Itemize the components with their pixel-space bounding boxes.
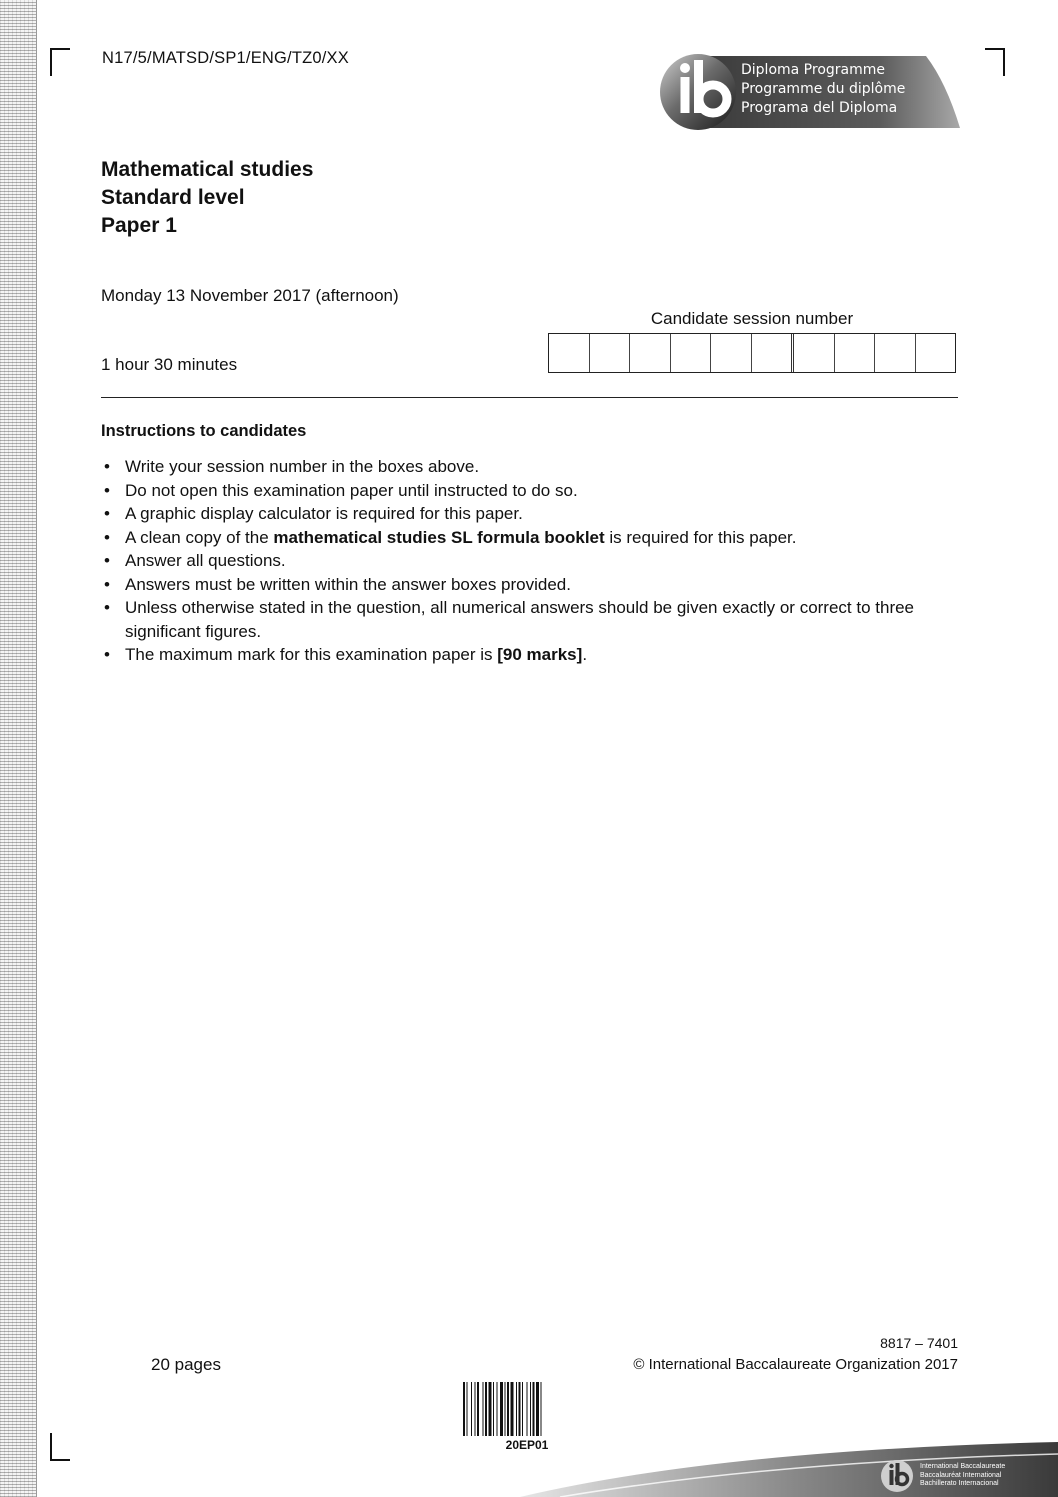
instruction-text: is required for this paper. [604, 527, 797, 547]
barcode-bar [527, 1382, 528, 1436]
instruction-item [101, 549, 951, 573]
barcode-bar [533, 1382, 535, 1436]
session-number-box[interactable] [590, 334, 631, 372]
logo-line-2: Programme du diplôme [741, 81, 906, 97]
crop-mark-top-left [50, 48, 70, 76]
instruction-item [101, 526, 951, 550]
barcode-bar [489, 1382, 492, 1436]
exam-date: Monday 13 November 2017 (afternoon) [101, 286, 399, 305]
section-divider [101, 397, 958, 398]
footer-logo-line-1: International Baccalaureate [920, 1463, 1006, 1471]
barcode-bar [477, 1382, 479, 1436]
session-number-box[interactable] [630, 334, 671, 372]
barcode-bar [475, 1382, 476, 1436]
candidate-session-label: Candidate session number [650, 309, 854, 328]
instructions-heading: Instructions to candidates [101, 422, 307, 440]
instruction-text: A clean copy of the [125, 527, 274, 547]
barcode-bar [493, 1382, 494, 1436]
barcode-bar [530, 1382, 531, 1436]
session-number-box[interactable] [549, 334, 590, 372]
barcode-bar [536, 1382, 539, 1436]
instruction-text: Answers must be written within the answer boxes provided. [125, 574, 571, 594]
barcode-bar [471, 1382, 472, 1436]
barcode [462, 1382, 592, 1436]
instruction-text: The maximum mark for this examination paper is [125, 645, 498, 664]
barcode-bar [516, 1382, 517, 1436]
instruction-text: . [582, 645, 588, 664]
barcode-bar [519, 1382, 521, 1436]
barcode-bar [505, 1382, 506, 1436]
session-number-box[interactable] [835, 334, 876, 372]
barcode-bar [541, 1382, 542, 1436]
footer-logo-line-3: Bachillerato Internacional [920, 1480, 999, 1488]
document-code: 8817 – 7401 [880, 1335, 958, 1351]
instruction-item [101, 596, 951, 643]
barcode-bar [485, 1382, 487, 1436]
barcode-bar [483, 1382, 484, 1436]
instruction-emphasis: mathematical studies SL formula booklet [273, 527, 605, 547]
session-number-box[interactable] [875, 334, 916, 372]
ib-logo-icon [656, 52, 960, 132]
instruction-item [101, 502, 951, 526]
footer-logo-text [920, 1463, 1005, 1489]
barcode-bar [522, 1382, 523, 1436]
session-number-box[interactable] [671, 334, 712, 372]
instruction-item [101, 573, 951, 597]
crop-mark-top-right [985, 48, 1005, 76]
ib-logo-icon [880, 1459, 914, 1493]
page-count: 20 pages [151, 1355, 221, 1374]
instruction-item [101, 455, 951, 479]
logo-line-1: Diploma Programme [741, 62, 885, 78]
subject-block [101, 156, 313, 240]
barcode-bar [467, 1382, 468, 1436]
session-number-box[interactable] [711, 334, 752, 372]
subject-level: Standard level [101, 186, 245, 209]
barcode-bar [500, 1382, 503, 1436]
reference-code: N17/5/MATSD/SP1/ENG/TZ0/XX [102, 49, 349, 67]
exam-duration: 1 hour 30 minutes [101, 355, 238, 374]
barcode-bar [497, 1382, 498, 1436]
candidate-session-boxes[interactable] [548, 333, 956, 373]
footer-ib-logo [880, 1456, 1050, 1496]
instruction-item [101, 643, 951, 667]
instruction-text: Unless otherwise stated in the question, all numerical answers should be given exactly or correct to three significant figures. [125, 598, 915, 641]
instruction-text: Write your session number in the boxes above. [125, 457, 480, 476]
logo-line-3: Programa del Diploma [741, 100, 898, 116]
barcode-bar [463, 1382, 465, 1436]
barcode-bar [511, 1382, 514, 1436]
footer-logo-line-2: Baccalauréat International [920, 1471, 1002, 1479]
instructions-list [101, 455, 951, 667]
barcode-bar [507, 1382, 509, 1436]
instruction-text: A graphic display calculator is required for this paper. [125, 504, 523, 523]
instruction-text: Answer all questions. [125, 551, 286, 570]
barcode-label: 20EP01 [505, 1438, 549, 1452]
instruction-item [101, 479, 951, 503]
ib-logo [656, 52, 960, 132]
instruction-text: Do not open this examination paper until instructed to do so. [125, 480, 578, 500]
paper-number: Paper 1 [101, 214, 177, 237]
instruction-emphasis: [90 marks] [497, 645, 583, 664]
session-number-box[interactable] [752, 334, 795, 372]
subject-title: Mathematical studies [101, 158, 314, 181]
session-number-box[interactable] [794, 334, 835, 372]
copyright-notice: © International Baccalaureate Organization 2017 [633, 1356, 958, 1373]
scan-edge-strip [0, 0, 37, 1497]
session-number-box[interactable] [916, 334, 956, 372]
crop-mark-bottom-left [50, 1433, 70, 1461]
